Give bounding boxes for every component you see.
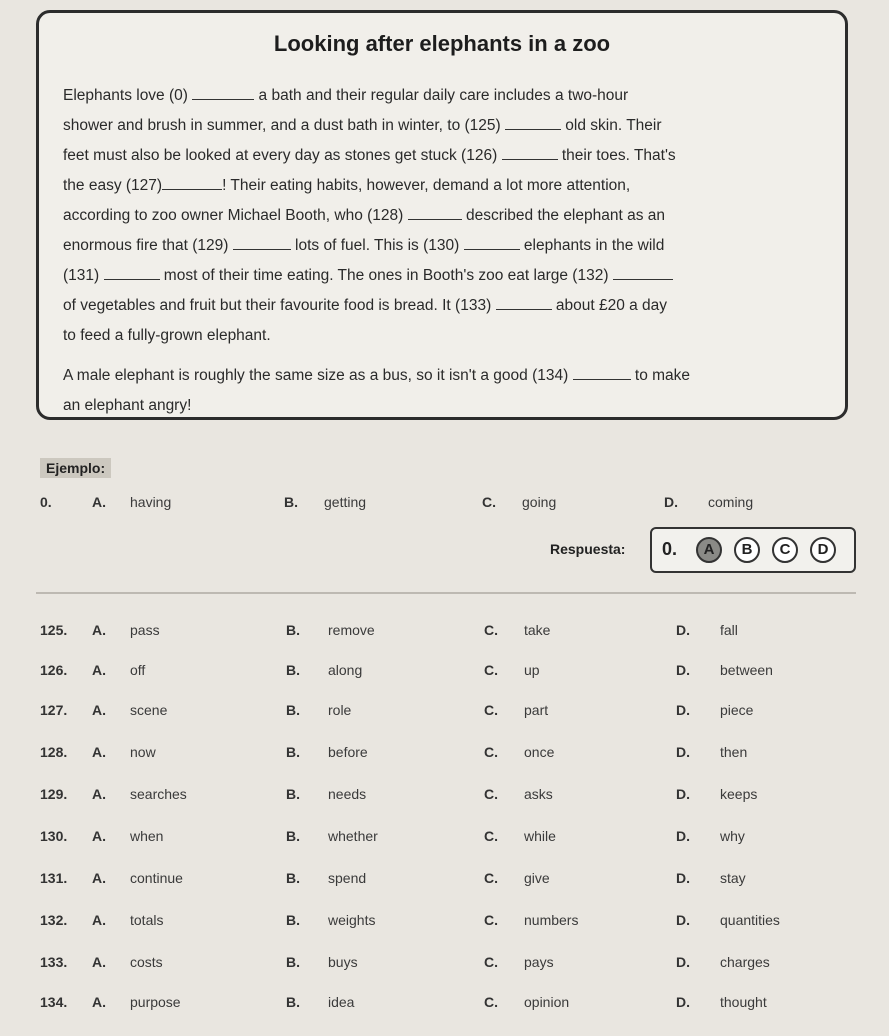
option-letter-c: C.: [484, 912, 498, 928]
option-letter-b: B.: [286, 786, 300, 802]
option-letter-a: A.: [92, 994, 106, 1010]
text-segment: according to zoo owner Michael Booth, who (128): [63, 207, 408, 224]
question-number: 126.: [40, 662, 68, 678]
option-c[interactable]: pays: [524, 954, 554, 970]
text-segment: their toes. That's: [557, 147, 676, 164]
option-letter-a: A.: [92, 912, 106, 928]
answer-blank-134: [573, 365, 631, 380]
question-row: [0, 954, 889, 984]
option-letter-a: A.: [92, 828, 106, 844]
option-c[interactable]: once: [524, 744, 555, 760]
option-letter-d: D.: [676, 994, 690, 1010]
option-letter-a: A.: [92, 954, 106, 970]
option-letter-d: D.: [676, 870, 690, 886]
passage-line: [63, 391, 823, 421]
answer-bubble-c[interactable]: C: [772, 537, 798, 563]
passage-line: [63, 231, 823, 261]
passage-line: [63, 141, 823, 171]
answer-box: [650, 527, 856, 573]
option-c[interactable]: numbers: [524, 912, 579, 928]
text-segment: a bath and their regular daily care includes a two-hour: [254, 87, 629, 104]
answer-blank-0: [192, 85, 254, 100]
option-b[interactable]: spend: [328, 870, 367, 886]
option-letter-d: D.: [664, 494, 678, 510]
option-b[interactable]: role: [328, 702, 352, 718]
option-letter-c: C.: [484, 954, 498, 970]
option-c: going: [522, 494, 557, 510]
option-d[interactable]: then: [720, 744, 748, 760]
question-row: [0, 786, 889, 816]
question-row: [0, 744, 889, 774]
option-letter-c: C.: [484, 622, 498, 638]
option-a[interactable]: scene: [130, 702, 168, 718]
option-d[interactable]: thought: [720, 994, 767, 1010]
option-d[interactable]: between: [720, 662, 773, 678]
option-letter-d: D.: [676, 702, 690, 718]
answer-bubble-b[interactable]: B: [734, 537, 760, 563]
option-letter-b: B.: [286, 828, 300, 844]
option-letter-c: C.: [484, 870, 498, 886]
option-c[interactable]: take: [524, 622, 551, 638]
answer-bubble-d[interactable]: D: [810, 537, 836, 563]
passage-closing: [63, 361, 823, 421]
option-c[interactable]: opinion: [524, 994, 570, 1010]
question-number: 133.: [40, 954, 68, 970]
option-letter-b: B.: [286, 662, 300, 678]
option-b[interactable]: buys: [328, 954, 358, 970]
option-c[interactable]: up: [524, 662, 540, 678]
option-letter-c: C.: [484, 994, 498, 1010]
option-b[interactable]: weights: [328, 912, 376, 928]
option-a[interactable]: purpose: [130, 994, 181, 1010]
option-b[interactable]: along: [328, 662, 363, 678]
text-segment: described the elephant as an: [461, 207, 666, 224]
section-divider: [36, 592, 856, 594]
option-a[interactable]: continue: [130, 870, 183, 886]
option-letter-a: A.: [92, 786, 106, 802]
option-a[interactable]: costs: [130, 954, 163, 970]
option-c[interactable]: give: [524, 870, 550, 886]
option-a[interactable]: when: [130, 828, 164, 844]
option-b[interactable]: needs: [328, 786, 367, 802]
question-number: 128.: [40, 744, 68, 760]
answer-blank-131: [104, 265, 160, 280]
option-a[interactable]: off: [130, 662, 146, 678]
text-segment: lots of fuel. This is (130): [290, 237, 464, 254]
passage-line: [63, 81, 823, 111]
answer-bubble-a[interactable]: A: [696, 537, 722, 563]
option-d[interactable]: stay: [720, 870, 746, 886]
option-a: having: [130, 494, 172, 510]
question-number: 125.: [40, 622, 68, 638]
passage-line: [63, 261, 823, 291]
option-letter-c: C.: [482, 494, 496, 510]
option-letter-b: B.: [286, 870, 300, 886]
option-letter-c: C.: [484, 828, 498, 844]
answer-number: 0.: [662, 539, 678, 559]
question-number: 131.: [40, 870, 68, 886]
question-row: [0, 662, 889, 692]
answer-blank-127: [162, 175, 222, 190]
option-letter-b: B.: [286, 622, 300, 638]
text-segment: the easy (127): [63, 177, 163, 194]
text-segment: elephants in the wild: [519, 237, 665, 254]
answer-blank-133: [496, 295, 552, 310]
option-letter-d: D.: [676, 828, 690, 844]
question-row: [0, 912, 889, 942]
option-c[interactable]: while: [524, 828, 556, 844]
option-letter-b: B.: [286, 912, 300, 928]
option-letter-b: B.: [284, 494, 298, 510]
option-letter-a: A.: [92, 494, 106, 510]
answer-blank-132: [613, 265, 673, 280]
option-b[interactable]: idea: [328, 994, 355, 1010]
option-letter-a: A.: [92, 662, 106, 678]
answer-blank-126: [502, 145, 558, 160]
option-b[interactable]: remove: [328, 622, 375, 638]
option-letter-b: B.: [286, 994, 300, 1010]
question-row: [0, 622, 889, 652]
option-letter-a: A.: [92, 870, 106, 886]
option-d[interactable]: keeps: [720, 786, 758, 802]
passage-title: Looking after elephants in a zoo: [273, 31, 611, 56]
passage-line: [63, 321, 823, 351]
option-d[interactable]: piece: [720, 702, 754, 718]
question-row: [0, 702, 889, 732]
option-a[interactable]: totals: [130, 912, 164, 928]
text-segment: A male elephant is roughly the same size as a bus, so it isn't a good (134): [63, 367, 573, 384]
passage-line: [63, 171, 823, 201]
option-letter-a: A.: [92, 622, 106, 638]
passage-line: [63, 201, 823, 231]
text-segment: of vegetables and fruit but their favourite food is bread. It (133): [63, 297, 496, 314]
option-letter-d: D.: [676, 622, 690, 638]
option-d[interactable]: quantities: [720, 912, 780, 928]
question-number: 130.: [40, 828, 68, 844]
option-letter-b: B.: [286, 954, 300, 970]
question-number: 129.: [40, 786, 68, 802]
option-letter-d: D.: [676, 912, 690, 928]
example-label: Ejemplo:: [40, 458, 111, 478]
text-segment: enormous fire that (129): [63, 237, 233, 254]
passage-line: [63, 111, 823, 141]
text-segment: an elephant angry!: [63, 397, 192, 414]
answer-blank-128: [408, 205, 462, 220]
answer-blank-125: [505, 115, 561, 130]
option-letter-c: C.: [484, 662, 498, 678]
text-segment: Elephants love (0): [63, 87, 193, 104]
option-b[interactable]: whether: [328, 828, 378, 844]
option-c[interactable]: part: [524, 702, 549, 718]
option-b[interactable]: before: [328, 744, 368, 760]
passage-line: [63, 361, 823, 391]
option-letter-d: D.: [676, 744, 690, 760]
option-letter-c: C.: [484, 702, 498, 718]
answer-blank-130: [464, 235, 520, 250]
question-number: 0.: [40, 494, 52, 510]
option-d: coming: [708, 494, 754, 510]
text-segment: old skin. Their: [561, 117, 662, 134]
example-row: [0, 494, 889, 524]
option-d[interactable]: why: [720, 828, 745, 844]
text-segment: to feed a fully-grown elephant.: [63, 327, 271, 344]
question-number: 127.: [40, 702, 68, 718]
text-segment: (131): [63, 267, 104, 284]
option-a[interactable]: searches: [130, 786, 187, 802]
passage-line: [63, 291, 823, 321]
option-letter-c: C.: [484, 744, 498, 760]
text-segment: ! Their eating habits, however, demand a lot more attention,: [222, 177, 631, 194]
option-letter-d: D.: [676, 662, 690, 678]
option-letter-c: C.: [484, 786, 498, 802]
option-c[interactable]: asks: [524, 786, 553, 802]
question-number: 132.: [40, 912, 68, 928]
question-row: [0, 870, 889, 900]
text-segment: most of their time eating. The ones in Booth's zoo eat large (132): [159, 267, 613, 284]
text-segment: feet must also be looked at every day as stones get stuck (126): [63, 147, 502, 164]
question-row: [0, 828, 889, 858]
option-letter-a: A.: [92, 744, 106, 760]
option-a[interactable]: pass: [130, 622, 160, 638]
option-b: getting: [324, 494, 367, 510]
passage-paragraph: [63, 81, 823, 351]
text-segment: to make: [630, 367, 691, 384]
option-d[interactable]: charges: [720, 954, 770, 970]
option-letter-d: D.: [676, 954, 690, 970]
answer-label: Respuesta:: [550, 541, 626, 557]
question-row: [0, 994, 889, 1024]
option-a[interactable]: now: [130, 744, 156, 760]
question-number: 134.: [40, 994, 68, 1010]
option-letter-b: B.: [286, 702, 300, 718]
option-letter-d: D.: [676, 786, 690, 802]
option-letter-b: B.: [286, 744, 300, 760]
option-letter-a: A.: [92, 702, 106, 718]
answer-blank-129: [233, 235, 291, 250]
text-segment: shower and brush in summer, and a dust bath in winter, to (125): [63, 117, 505, 134]
passage-box: [36, 10, 848, 420]
option-d[interactable]: fall: [720, 622, 738, 638]
text-segment: about £20 a day: [551, 297, 668, 314]
